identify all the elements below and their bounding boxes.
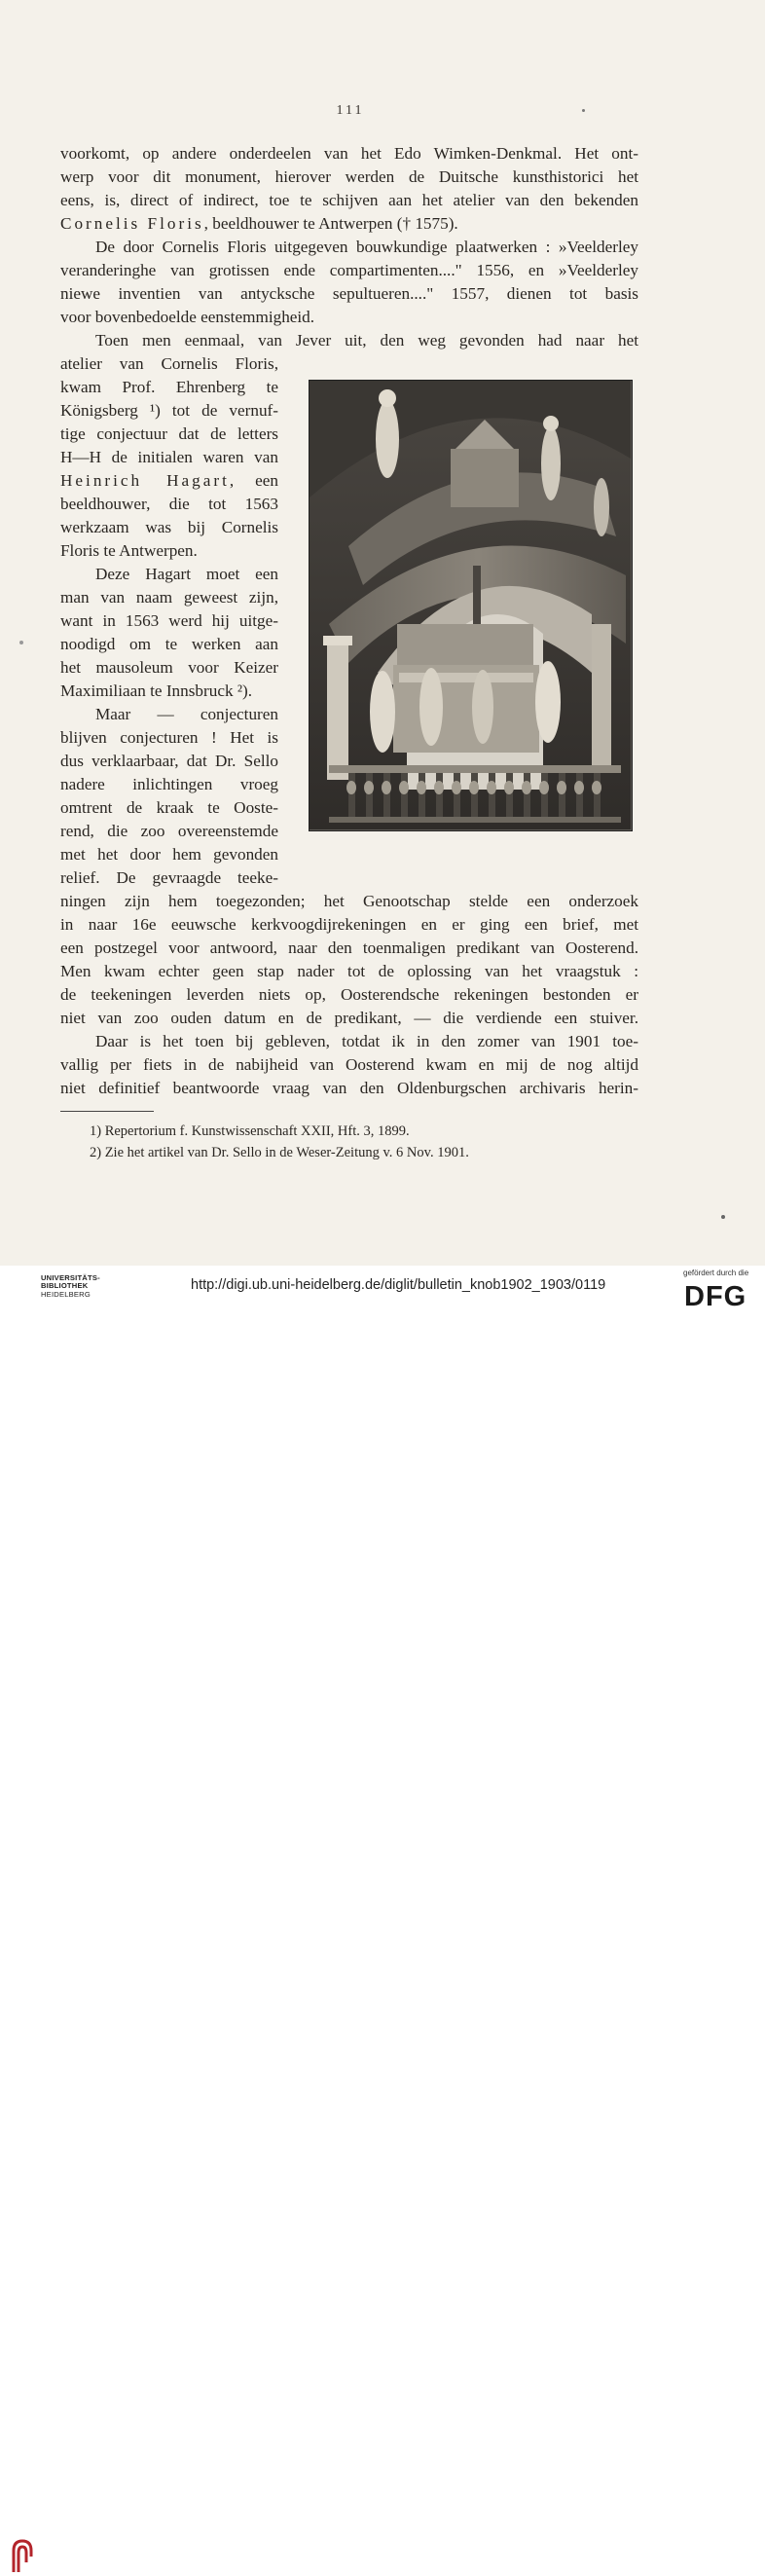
text-line: relief. De gevraagde teeke-: [60, 868, 278, 887]
text-line: ningen zijn hem toegezonden; het Genootschap stelde een onderzoek: [60, 892, 638, 910]
text-line: rend, die zoo overeenstemde: [60, 822, 278, 840]
text-line: Floris te Antwerpen.: [60, 541, 198, 560]
text-line: Maar — conjecturen: [95, 705, 278, 723]
text-line: voorkomt, op andere onderdeelen van het Edo Wimken-Denkmal. Het ont-: [60, 144, 638, 163]
footnote: 2) Zie het artikel van Dr. Sello in de Weser-Zeitung v. 6 Nov. 1901.: [90, 1145, 469, 1160]
text-line: niet definitief beantwoorde vraag van den Oldenburgschen archivaris herin-: [60, 1079, 638, 1097]
photo-illustration: [310, 381, 631, 829]
speck: [721, 1215, 725, 1219]
scanned-page: [0, 0, 765, 1266]
footnote: 1) Repertorium f. Kunstwissenschaft XXII, Hft. 3, 1899.: [90, 1123, 410, 1139]
text-line: Deze Hagart moet een: [95, 565, 278, 583]
text-line: Daar is het toen bij gebleven, totdat ik in den zomer van 1901 toe-: [95, 1032, 638, 1050]
text-line: want in 1563 werd hij uitge-: [60, 611, 278, 630]
mausoleum-photograph: [309, 380, 633, 831]
text-line: voor bovenbedoelde eenstemmigheid.: [60, 308, 315, 326]
text-line: Maximiliaan te Innsbruck ²).: [60, 681, 253, 700]
text-line: in naar 16e eeuwsche kerkvoogdijrekeningen en er ging een brief, met: [60, 915, 638, 934]
text-line: blijven conjecturen ! Het is: [60, 728, 278, 747]
text-line: tige conjectuur dat de letters: [60, 424, 278, 443]
text-line: niet van zoo ouden datum en de predikant, — die verdiende een stuiver.: [60, 1009, 638, 1027]
text-line: een postzegel voor antwoord, naar den toenmaligen predikant van Oosterend.: [60, 938, 638, 957]
name-spaced: Cornelis Floris: [60, 214, 204, 233]
funded-by-text: gefördert durch die: [683, 1269, 749, 1277]
text-line: kwam Prof. Ehrenberg te: [60, 378, 278, 396]
text-line: de teekeningen leverden niets op, Oosterendsche rekeningen bestonden er: [60, 985, 638, 1004]
text-line: man van naam geweest zijn,: [60, 588, 278, 607]
text-line: werkzaam was bij Cornelis: [60, 518, 278, 536]
text-line: Men kwam echter geen stap nader tot de oplossing van het vraagstuk :: [60, 962, 638, 980]
text-line: niewe inventien van antycksche sepultueren...." 1557, dienen tot basis: [60, 284, 638, 303]
library-line: UNIVERSITÄTS-: [41, 1273, 100, 1282]
text-line: [60, 212, 638, 236]
permalink[interactable]: http://digi.ub.uni-heidelberg.de/diglit/bulletin_knob1902_1903/0119: [191, 1277, 606, 1293]
text-line: Toen men eenmaal, van Jever uit, den weg gevonden had naar het: [95, 331, 638, 350]
name-spaced: Heinrich Hagart: [60, 471, 230, 490]
library-line: BIBLIOTHEK: [41, 1281, 89, 1291]
text-line: het mausoleum voor Keizer: [60, 658, 278, 677]
text-line: De door Cornelis Floris uitgegeven bouwkundige plaatwerken : »Veelderley: [95, 238, 638, 256]
text-fragment: , een: [229, 471, 278, 490]
text-line: H—H de initialen waren van: [60, 448, 278, 466]
text-line: werp voor dit monument, hierover werden de Duitsche kunsthistorici het: [60, 167, 638, 186]
page-number: 111: [336, 103, 365, 118]
library-line: HEIDELBERG: [41, 1289, 91, 1299]
text-line: nadere inlichtingen vroeg: [60, 775, 278, 793]
text-line: veranderinghe van grotissen ende compartimenten...." 1556, en »Veelderley: [60, 261, 638, 279]
text-line: [60, 469, 278, 493]
text-line: eens, is, direct of indirect, toe te schijven aan het atelier van den bekenden: [60, 191, 638, 209]
footnote-rule: [60, 1111, 154, 1112]
university-library-logo-icon: [10, 2537, 35, 2576]
speck: [582, 109, 585, 112]
text-line: noodigd om te werken aan: [60, 635, 278, 653]
text-line: Königsberg ¹) tot de vernuf-: [60, 401, 278, 420]
text-line: atelier van Cornelis Floris,: [60, 354, 278, 373]
text-line: vallig per fiets in de nabijheid van Oosterend kwam en mij de nog altijd: [60, 1055, 638, 1074]
dfg-logo: DFG: [684, 1281, 747, 1312]
speck: [19, 641, 23, 644]
library-name: [41, 1274, 100, 1299]
text-line: met het door hem gevonden: [60, 845, 278, 864]
text-line: dus verklaarbaar, dat Dr. Sello: [60, 752, 278, 770]
text-fragment: , beeldhouwer te Antwerpen († 1575).: [203, 214, 458, 233]
text-line: omtrent de kraak te Ooste-: [60, 798, 278, 817]
text-line: beeldhouwer, die tot 1563: [60, 495, 278, 513]
